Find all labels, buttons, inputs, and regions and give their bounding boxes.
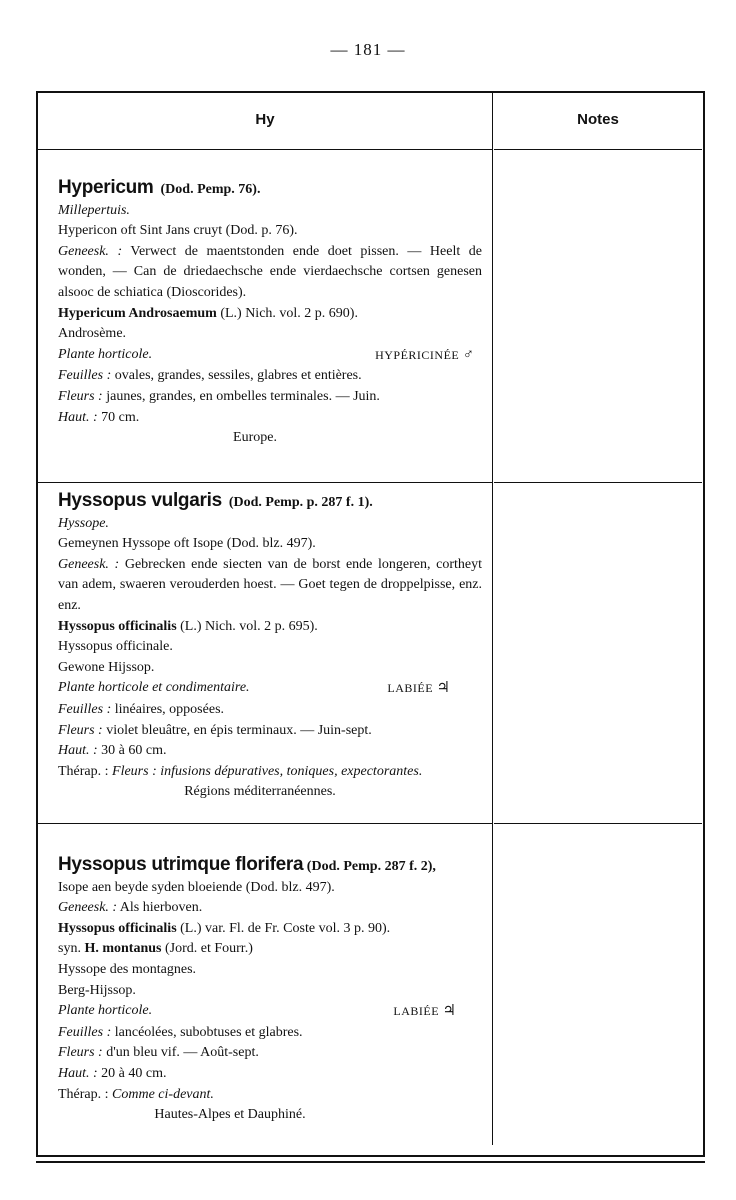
flemish-name: Hypericon oft Sint Jans cruyt (Dod. p. 76). — [58, 223, 298, 239]
species-line: Hyssopus officinalis (L.) var. Fl. de Fr. Coste vol. 3 p. 90). — [58, 920, 391, 936]
vernacular-name-1: Hyssope des montagnes. — [58, 961, 197, 977]
page-number: — 181 — — [330, 40, 406, 59]
entry-title: Hyssopus utrimque florifera — [58, 854, 304, 875]
entry-rule-right — [494, 823, 702, 824]
header-rule-right — [494, 149, 702, 150]
header-rule-left — [38, 149, 492, 150]
family-symbol: ♃ — [436, 680, 450, 697]
family-symbol: ♃ — [442, 1003, 456, 1020]
entry-rule-left — [38, 823, 492, 824]
haut-line: Haut. : 70 cm. — [58, 409, 140, 425]
entry-rule-right — [494, 482, 702, 483]
therap-line: Thérap. : Comme ci-devant. — [58, 1086, 214, 1102]
family-name: HYPÉRICINÉE — [375, 347, 460, 362]
entry-title: Hypericum — [58, 177, 154, 198]
column-header-notes: Notes — [577, 111, 619, 128]
family-name: LABIÉE — [393, 1004, 440, 1019]
entry-reference: (Dod. Pemp. p. 287 f. 1). — [228, 495, 373, 510]
fleurs-line: Fleurs : jaunes, grandes, en ombelles terminales. — Juin. — [58, 388, 380, 404]
vernacular-name: Androsème. — [58, 326, 127, 342]
entry-hyssopus-vulgaris — [58, 491, 482, 803]
fleurs-line: Fleurs : violet bleuâtre, en épis terminaux. — Juin-sept. — [58, 722, 372, 738]
feuilles-line: Feuilles : ovales, grandes, sessiles, glabres et entières. — [58, 368, 362, 384]
flemish-name: Gemeynen Hyssope oft Isope (Dod. blz. 497). — [58, 536, 316, 552]
table-frame — [36, 91, 705, 1157]
feuilles-line: Feuilles : linéaires, opposées. — [58, 701, 225, 717]
entry-hyssopus-utrimque — [58, 855, 482, 1126]
category-line: Plante horticole. HYPÉRICINÉE ♂ — [58, 346, 474, 363]
species-line: Hypericum Androsaemum (L.) Nich. vol. 2 p. 690). — [58, 305, 358, 321]
flemish-name: Isope aen beyde syden bloeiende (Dod. blz. 497). — [58, 879, 335, 895]
vernacular-name-2: Berg-Hijssop. — [58, 982, 136, 998]
haut-line: Haut. : 20 à 40 cm. — [58, 1065, 167, 1081]
family-symbol: ♂ — [462, 346, 474, 363]
vernacular-name-1: Hyssopus officinale. — [58, 639, 173, 655]
species-line: Hyssopus officinalis (L.) Nich. vol. 2 p. 695). — [58, 618, 318, 634]
geneesk-text: Geneesk. : Gebrecken ende siecten van de borst ende longeren, cortheyt van adem, swaeren verouderden hoest. — Goet tegen de droppelpisse, enz. enz. — [58, 556, 483, 613]
synonym-line: syn. H. montanus (Jord. et Fourr.) — [58, 941, 253, 957]
region: Régions méditerranéennes. — [184, 784, 336, 800]
frame-double-rule — [36, 1161, 705, 1163]
common-name-fr: Millepertuis. — [58, 202, 130, 218]
entry-title: Hyssopus vulgaris — [58, 490, 222, 511]
haut-line: Haut. : 30 à 60 cm. — [58, 743, 167, 759]
geneesk-text: Geneesk. : Verwect de maentstonden ende doet pissen. — Heelt de wonden, — Can de driedaechsche ende vierdaechsche cortsen genesen alsooc de schiatica (Dioscorides). — [58, 243, 482, 300]
entry-reference: (Dod. Pemp. 287 f. 2), — [306, 859, 436, 874]
region: Hautes-Alpes et Dauphiné. — [154, 1107, 306, 1123]
vernacular-name-2: Gewone Hijssop. — [58, 659, 155, 675]
column-divider — [492, 93, 493, 1145]
common-name-fr: Hyssope. — [58, 515, 109, 531]
feuilles-line: Feuilles : lancéolées, subobtuses et glabres. — [58, 1024, 303, 1040]
category-line: Plante horticole. LABIÉE ♃ — [58, 1003, 456, 1020]
family-name: LABIÉE — [387, 681, 434, 696]
fleurs-line: Fleurs : d'un bleu vif. — Août-sept. — [58, 1045, 259, 1061]
category-line: Plante horticole et condimentaire. LABIÉE ♃ — [58, 680, 450, 697]
entry-rule-left — [38, 482, 492, 483]
column-header-hy: Hy — [255, 111, 275, 128]
therap-line: Thérap. : Fleurs : infusions dépuratives, toniques, expectorantes. — [58, 763, 423, 779]
entry-hypericum — [58, 178, 482, 449]
region: Europe. — [233, 430, 277, 446]
geneesk-text: Geneesk. : Als hierboven. — [58, 900, 203, 916]
entry-reference: (Dod. Pemp. 76). — [160, 182, 261, 197]
